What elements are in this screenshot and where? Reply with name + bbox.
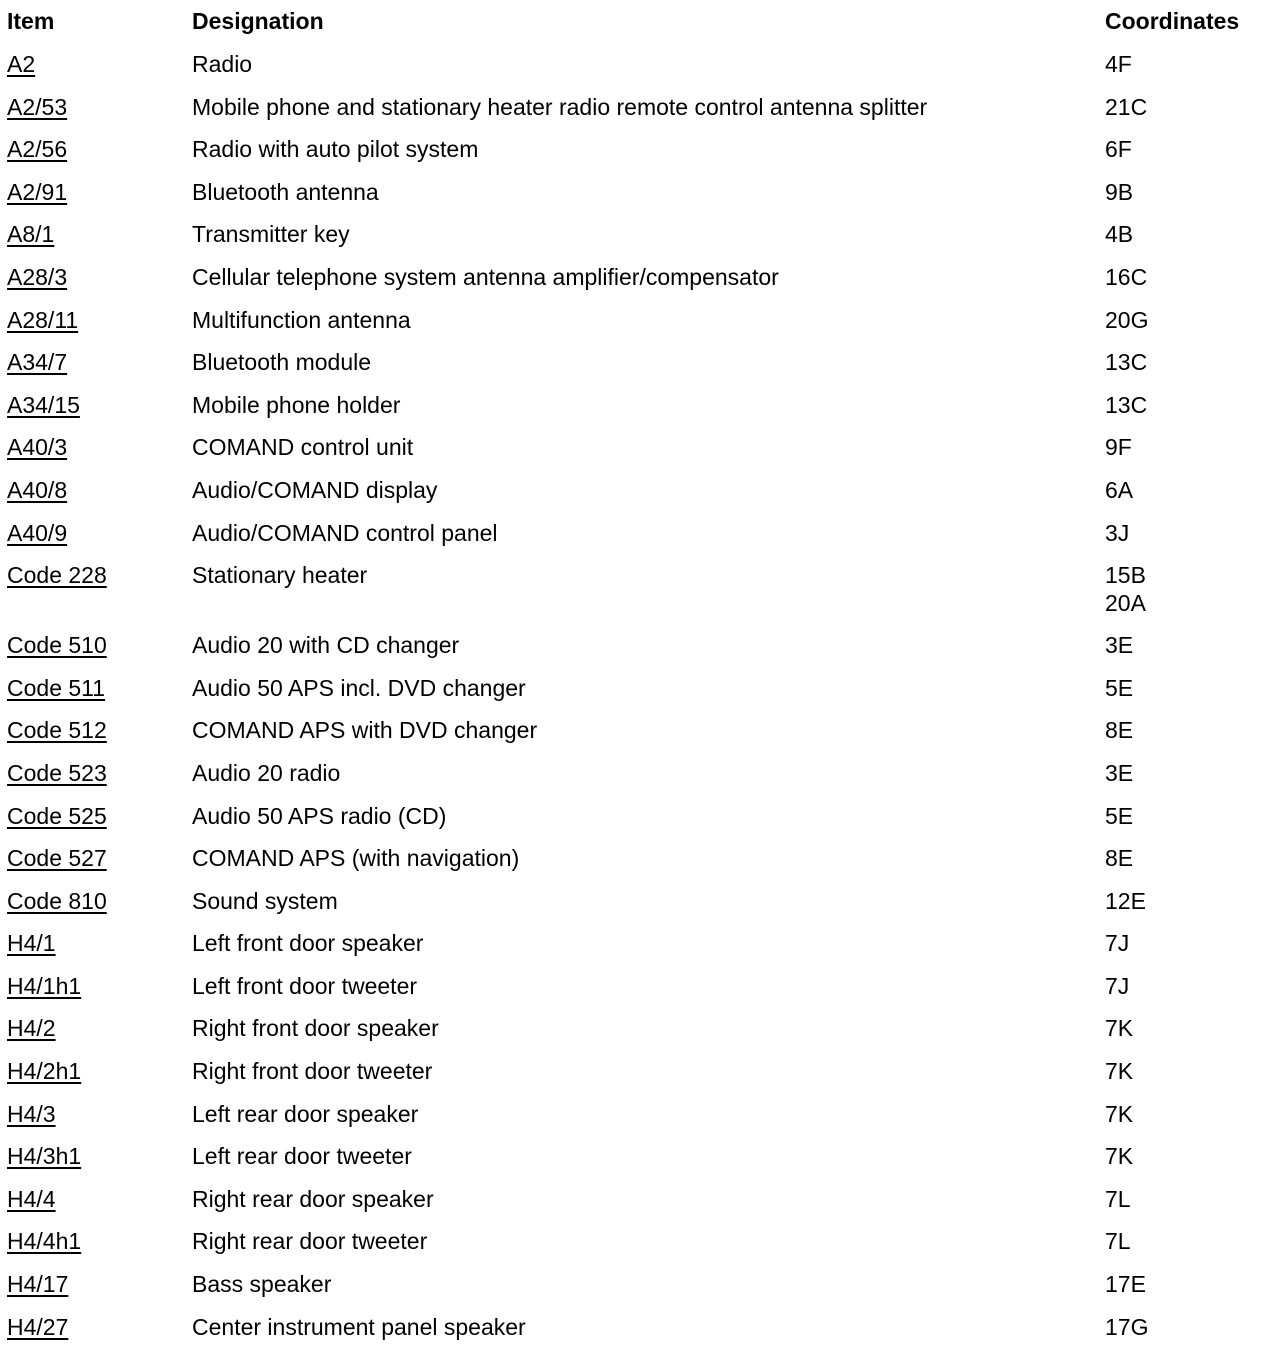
- item-link[interactable]: Code 810: [7, 887, 107, 914]
- table-row: [7, 1178, 1277, 1221]
- table-row: [7, 837, 1277, 880]
- coordinates-cell: [1105, 384, 1277, 427]
- table-row: [7, 554, 1277, 624]
- coordinate-value: 9B: [1105, 178, 1134, 205]
- item-cell: [7, 469, 192, 512]
- table-row: [7, 469, 1277, 512]
- coordinate-value: 7J: [1105, 930, 1130, 957]
- item-cell: [7, 709, 192, 752]
- item-cell: [7, 86, 192, 129]
- item-link[interactable]: Code 525: [7, 802, 107, 829]
- item-link[interactable]: A40/8: [7, 476, 68, 503]
- table-row: [7, 965, 1277, 1008]
- column-header-coordinates: Coordinates: [1105, 8, 1240, 34]
- designation-cell: Stationary heater: [192, 562, 368, 589]
- coordinates-cell: [1105, 837, 1277, 880]
- coordinate-value: 8E: [1105, 717, 1134, 744]
- item-cell: [7, 624, 192, 667]
- table-row: [7, 43, 1277, 86]
- coordinate-value: 7J: [1105, 972, 1130, 999]
- item-link[interactable]: Code 523: [7, 759, 107, 786]
- designation-cell: Left rear door speaker: [192, 1100, 419, 1127]
- table-row: [7, 922, 1277, 965]
- coordinates-cell: [1105, 709, 1277, 752]
- coordinates-cell: [1105, 1135, 1277, 1178]
- item-link[interactable]: A28/3: [7, 263, 68, 290]
- coordinate-value: 20A: [1105, 590, 1146, 617]
- coordinates-cell: [1105, 86, 1277, 129]
- designation-cell: Mobile phone and stationary heater radio remote control antenna splitter: [192, 93, 928, 120]
- designation-cell: Cellular telephone system antenna amplifier/compensator: [192, 263, 779, 290]
- coordinates-cell: [1105, 43, 1277, 86]
- table-row: [7, 1050, 1277, 1093]
- item-link[interactable]: A40/9: [7, 519, 68, 546]
- item-cell: [7, 667, 192, 710]
- coordinate-value: 3E: [1105, 759, 1134, 786]
- coordinates-cell: [1105, 213, 1277, 256]
- item-cell: [7, 43, 192, 86]
- coordinates-cell: [1105, 795, 1277, 838]
- designation-cell: Left front door tweeter: [192, 972, 418, 999]
- coordinate-value: 13C: [1105, 391, 1148, 418]
- item-cell: [7, 384, 192, 427]
- item-cell: [7, 1135, 192, 1178]
- coordinate-value: 6A: [1105, 476, 1134, 503]
- designation-cell: Audio/COMAND display: [192, 476, 438, 503]
- item-cell: [7, 1093, 192, 1136]
- table-row: [7, 1093, 1277, 1136]
- designation-cell: Right rear door speaker: [192, 1185, 434, 1212]
- designation-cell: Audio/COMAND control panel: [192, 519, 498, 546]
- item-cell: [7, 965, 192, 1008]
- coordinate-value: 17E: [1105, 1271, 1146, 1298]
- item-link[interactable]: Code 510: [7, 632, 107, 659]
- designation-cell: Center instrument panel speaker: [192, 1313, 526, 1340]
- coordinates-cell: [1105, 922, 1277, 965]
- table-row: [7, 299, 1277, 342]
- coordinate-value: 7K: [1105, 1143, 1134, 1170]
- table-row: [7, 1220, 1277, 1263]
- item-link[interactable]: Code 527: [7, 845, 107, 872]
- table-row: [7, 752, 1277, 795]
- coordinates-cell: [1105, 1178, 1277, 1221]
- designation-cell: Bass speaker: [192, 1271, 332, 1298]
- item-link[interactable]: H4/1: [7, 930, 56, 957]
- item-link[interactable]: H4/2: [7, 1015, 56, 1042]
- item-cell: [7, 752, 192, 795]
- designation-cell: Right front door tweeter: [192, 1058, 433, 1085]
- item-cell: [7, 299, 192, 342]
- item-link[interactable]: H4/2h1: [7, 1058, 82, 1085]
- coordinates-cell: [1105, 341, 1277, 384]
- table-row: [7, 624, 1277, 667]
- coordinate-value: 7K: [1105, 1100, 1134, 1127]
- table-row: [7, 213, 1277, 256]
- coordinate-value: 16C: [1105, 263, 1148, 290]
- coordinate-value: 5E: [1105, 802, 1134, 829]
- coordinate-value: 4B: [1105, 221, 1134, 248]
- coordinates-cell: [1105, 1220, 1277, 1263]
- designation-cell: Mobile phone holder: [192, 391, 401, 418]
- item-cell: [7, 554, 192, 624]
- item-link[interactable]: A28/11: [7, 306, 79, 333]
- designation-cell: Sound system: [192, 887, 338, 914]
- item-cell: [7, 1050, 192, 1093]
- coordinate-value: 7K: [1105, 1058, 1134, 1085]
- designation-cell: Right front door speaker: [192, 1015, 439, 1042]
- coordinate-value: 21C: [1105, 93, 1148, 120]
- item-cell: [7, 1178, 192, 1221]
- item-cell: [7, 795, 192, 838]
- item-link[interactable]: A40/3: [7, 434, 68, 461]
- coordinates-cell: [1105, 554, 1277, 624]
- table-row: [7, 880, 1277, 923]
- coordinate-value: 5E: [1105, 674, 1134, 701]
- item-cell: [7, 171, 192, 214]
- coordinates-cell: [1105, 512, 1277, 555]
- coordinate-value: 7L: [1105, 1228, 1131, 1255]
- coordinate-value: 15B: [1105, 562, 1146, 589]
- table-row: [7, 1306, 1277, 1349]
- coordinate-value: 12E: [1105, 887, 1146, 914]
- item-link[interactable]: H4/4: [7, 1185, 56, 1212]
- item-cell: [7, 837, 192, 880]
- table-row: [7, 709, 1277, 752]
- table-row: [7, 1007, 1277, 1050]
- table-body: [7, 43, 1277, 1348]
- table-row: [7, 128, 1277, 171]
- designation-cell: Left rear door tweeter: [192, 1143, 412, 1170]
- coordinate-value: 13C: [1105, 349, 1148, 376]
- coordinates-cell: [1105, 299, 1277, 342]
- designation-cell: COMAND APS with DVD changer: [192, 717, 538, 744]
- item-cell: [7, 426, 192, 469]
- designation-cell: Right rear door tweeter: [192, 1228, 428, 1255]
- table-row: [7, 667, 1277, 710]
- item-cell: [7, 512, 192, 555]
- coordinate-value: 17G: [1105, 1313, 1149, 1340]
- column-header-item: Item: [7, 8, 55, 34]
- item-cell: [7, 256, 192, 299]
- coordinate-value: 8E: [1105, 845, 1134, 872]
- item-link[interactable]: A34/15: [7, 391, 80, 418]
- designation-cell: Radio: [192, 51, 253, 77]
- designation-cell: Left front door speaker: [192, 930, 424, 957]
- table-row: [7, 171, 1277, 214]
- item-link[interactable]: H4/27: [7, 1313, 69, 1340]
- designation-cell: Radio with auto pilot system: [192, 136, 479, 163]
- item-cell: [7, 213, 192, 256]
- designation-cell: COMAND APS (with navigation): [192, 845, 520, 872]
- coordinate-value: 7L: [1105, 1185, 1131, 1212]
- item-link[interactable]: H4/4h1: [7, 1228, 82, 1255]
- designation-cell: Bluetooth antenna: [192, 178, 379, 205]
- table-row: [7, 1135, 1277, 1178]
- coordinate-value: 6F: [1105, 136, 1132, 163]
- designation-cell: Audio 50 APS incl. DVD changer: [192, 674, 526, 701]
- item-cell: [7, 128, 192, 171]
- item-cell: [7, 1007, 192, 1050]
- coordinates-cell: [1105, 965, 1277, 1008]
- item-cell: [7, 1220, 192, 1263]
- coordinates-cell: [1105, 1007, 1277, 1050]
- coordinates-cell: [1105, 1093, 1277, 1136]
- designation-cell: Audio 20 with CD changer: [192, 632, 460, 659]
- coordinate-value: 20G: [1105, 306, 1149, 333]
- coordinate-value: 7K: [1105, 1015, 1134, 1042]
- item-link[interactable]: A2/53: [7, 93, 68, 120]
- item-cell: [7, 1306, 192, 1349]
- coordinate-value: 3J: [1105, 519, 1130, 546]
- table-row: [7, 256, 1277, 299]
- item-link[interactable]: H4/3h1: [7, 1143, 82, 1170]
- coordinates-cell: [1105, 1263, 1277, 1306]
- coordinates-cell: [1105, 128, 1277, 171]
- coordinates-cell: [1105, 880, 1277, 923]
- item-link[interactable]: A8/1: [7, 221, 55, 248]
- item-link[interactable]: Code 228: [7, 562, 107, 589]
- table-row: [7, 1263, 1277, 1306]
- item-link[interactable]: Code 512: [7, 717, 107, 744]
- designation-cell: Audio 20 radio: [192, 759, 341, 786]
- coordinate-value: 3E: [1105, 632, 1134, 659]
- table-row: [7, 341, 1277, 384]
- item-link[interactable]: Code 511: [7, 674, 106, 701]
- table-row: [7, 86, 1277, 129]
- item-link[interactable]: H4/17: [7, 1271, 69, 1298]
- item-cell: [7, 880, 192, 923]
- item-link[interactable]: H4/3: [7, 1100, 56, 1127]
- item-link[interactable]: A34/7: [7, 349, 68, 376]
- coordinates-cell: [1105, 667, 1277, 710]
- item-link[interactable]: A2/91: [7, 178, 68, 205]
- designation-cell: Bluetooth module: [192, 349, 372, 376]
- column-header-designation: Designation: [192, 8, 324, 34]
- coordinate-value: 4F: [1105, 51, 1132, 77]
- designation-cell: Audio 50 APS radio (CD): [192, 802, 447, 829]
- coordinates-cell: [1105, 469, 1277, 512]
- coordinates-cell: [1105, 171, 1277, 214]
- coordinates-cell: [1105, 752, 1277, 795]
- item-cell: [7, 341, 192, 384]
- item-link[interactable]: H4/1h1: [7, 972, 82, 999]
- item-link[interactable]: A2: [7, 51, 36, 77]
- table-row: [7, 384, 1277, 427]
- table-header-row: [7, 0, 1277, 43]
- coordinates-cell: [1105, 426, 1277, 469]
- coordinates-cell: [1105, 256, 1277, 299]
- designation-cell: COMAND control unit: [192, 434, 414, 461]
- coordinate-value: 9F: [1105, 434, 1132, 461]
- coordinates-cell: [1105, 624, 1277, 667]
- coordinates-cell: [1105, 1050, 1277, 1093]
- designation-cell: Multifunction antenna: [192, 306, 411, 333]
- table-row: [7, 795, 1277, 838]
- item-cell: [7, 922, 192, 965]
- coordinates-cell: [1105, 1306, 1277, 1349]
- table-row: [7, 512, 1277, 555]
- designation-cell: Transmitter key: [192, 221, 350, 248]
- component-legend-table: [7, 0, 1277, 1348]
- item-cell: [7, 1263, 192, 1306]
- item-link[interactable]: A2/56: [7, 136, 68, 163]
- table-row: [7, 426, 1277, 469]
